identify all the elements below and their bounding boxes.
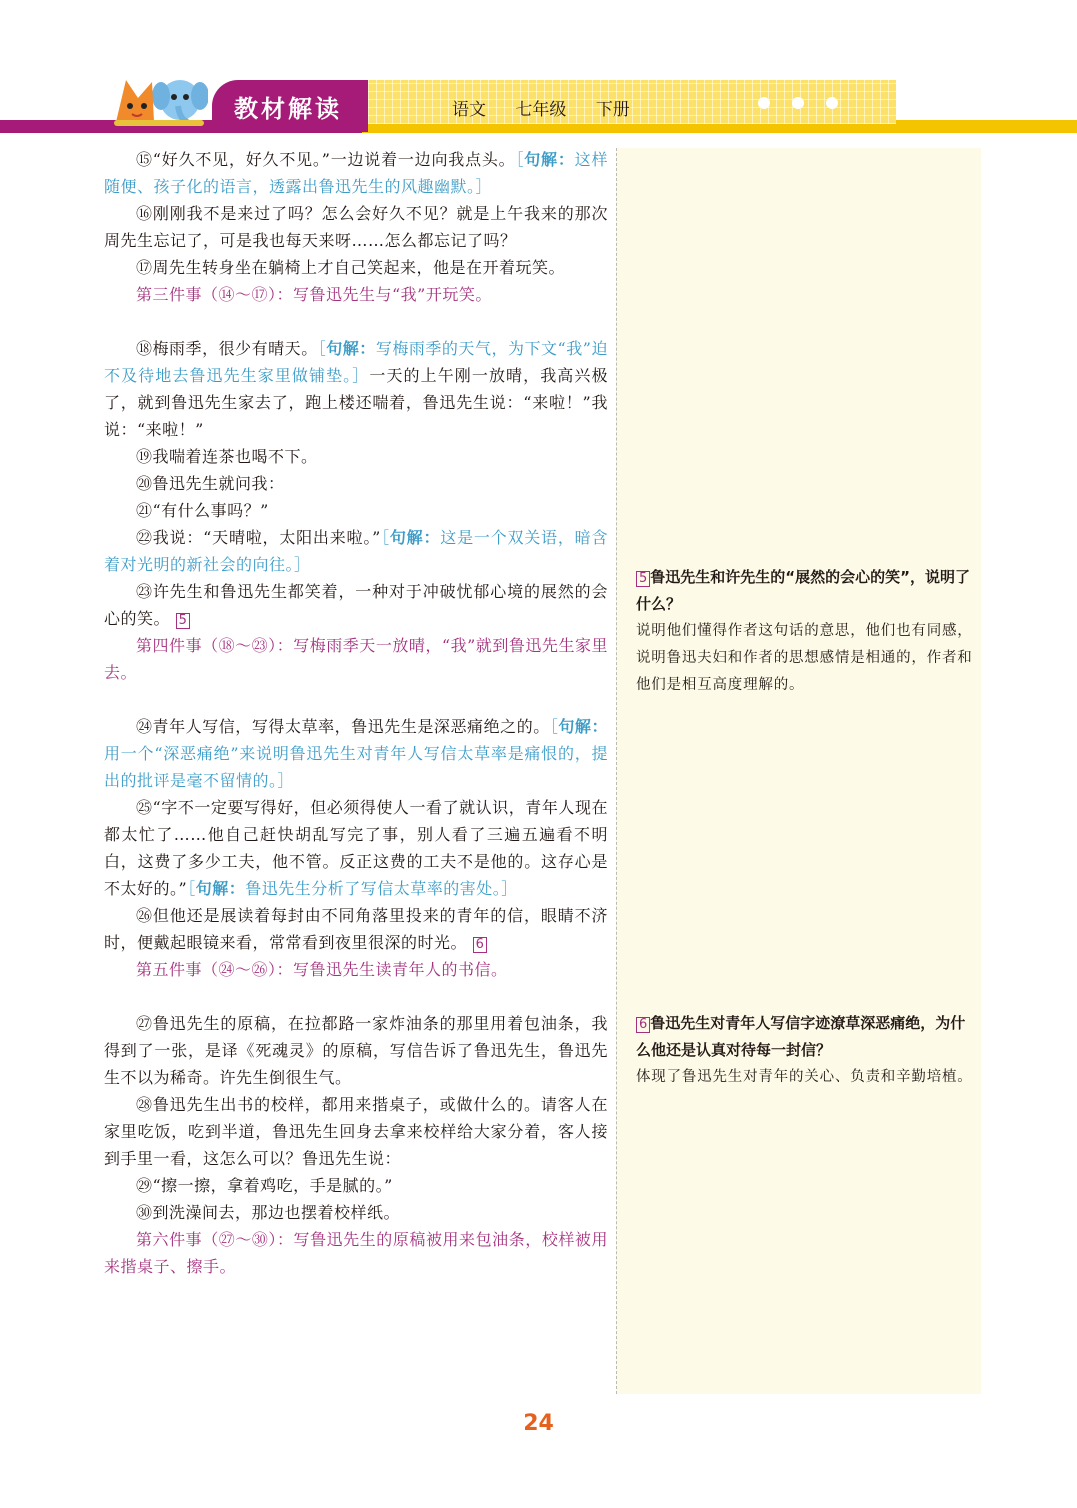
- note-marker-5[interactable]: 5: [176, 613, 191, 629]
- book-info: [452, 95, 644, 120]
- note-question: 6 鲁迅先生对青年人写信字迹潦草深恶痛绝，为什么他还是认真对待每一封信？: [636, 1014, 966, 1059]
- note-number: 6: [636, 1017, 650, 1033]
- paragraph-30: ㉚到洗澡间去，那边也摆着校样纸。: [136, 1203, 401, 1222]
- paragraph-26: ㉖但他还是展读着每封由不同角落里投来的青年的信，眼睛不济时，便戴起眼镜来看，常常看到夜里很深的时光。 6: [104, 906, 608, 952]
- sentence-annotation: ［句解：用一个“深恶痛绝”来说明鲁迅先生对青年人写信太草率是痛恨的，提出的批评是毫不留情的。］: [104, 717, 608, 790]
- section-tab: [212, 80, 368, 132]
- note-answer: 说明他们懂得作者这句话的意思，他们也有同感，说明鲁迅夫妇和作者的思想感情是相通的，作者和他们是相互高度理解的。: [636, 623, 973, 693]
- paragraph-18: ⑱梅雨季，很少有晴天。［句解：写梅雨季的天气，为下文“我”迫不及待地去鲁迅先生家里做铺垫。］一天的上午刚一放晴，我高兴极了，就到鲁迅先生家去了，跑上楼还喘着，鲁迅先生说：“来啦！”我说：“来啦！”: [104, 339, 608, 439]
- side-note-6: [636, 1010, 976, 1091]
- paragraph-27: ㉗鲁迅先生的原稿，在拉都路一家炸油条的那里用着包油条，我得到了一张，是译《死魂灵》的原稿，写信告诉了鲁迅先生，鲁迅先生不以为稀奇。许先生倒很生气。: [104, 1014, 608, 1087]
- dot-icon: [826, 97, 838, 109]
- sentence-annotation: ［句解：这样随便、孩子化的语言，透露出鲁迅先生的风趣幽默。］: [104, 150, 608, 196]
- event-summary-6: 第六件事（㉗～㉚）：写鲁迅先生的原稿被用来包油条，校样被用来揩桌子、擦手。: [104, 1230, 608, 1276]
- paragraph-24: ㉔青年人写信，写得太草率，鲁迅先生是深恶痛绝之的。［句解：用一个“深恶痛绝”来说明鲁迅先生对青年人写信太草率是痛恨的，提出的批评是毫不留情的。］: [104, 717, 608, 790]
- sentence-annotation: ［句解：鲁迅先生分析了写信太草率的害处。］: [187, 879, 518, 898]
- paragraph-20: ⑳鲁迅先生就问我：: [136, 474, 285, 493]
- sentence-annotation: ［句解：写梅雨季的天气，为下文“我”迫不及待地去鲁迅先生家里做铺垫。］: [104, 339, 608, 385]
- paragraph-17: ⑰周先生转身坐在躺椅上才自己笑起来，他是在开着玩笑。: [136, 258, 566, 277]
- event-summary-4: 第四件事（⑱～㉓）：写梅雨季天一放晴，“我”就到鲁迅先生家里去。: [104, 636, 608, 682]
- volume-label: 下册: [595, 100, 630, 120]
- paragraph-28: ㉘鲁迅先生出书的校样，都用来揩桌子，或做什么的。请客人在家里吃饭，吃到半道，鲁迅先生回身去拿来校样给大家分着，客人接到手里一看，这怎么可以？鲁迅先生说：: [104, 1095, 608, 1168]
- section-title: 教材解读: [234, 94, 342, 123]
- paragraph-22: ㉒我说：“天晴啦，太阳出来啦。”［句解：这是一个双关语，暗含着对光明的新社会的向往。］: [104, 528, 608, 574]
- paragraph-19: ⑲我喘着连茶也喝不下。: [136, 447, 318, 466]
- sentence-annotation: ［句解：这是一个双关语，暗含着对光明的新社会的向往。］: [104, 528, 608, 574]
- main-text: [104, 146, 608, 1280]
- dot-icon: [758, 97, 770, 109]
- event-summary-3: 第三件事（⑭～⑰）：写鲁迅先生与“我”开玩笑。: [136, 285, 492, 304]
- note-answer: 体现了鲁迅先生对青年的关心、负责和辛勤培植。: [636, 1069, 973, 1085]
- note-number: 5: [636, 571, 650, 587]
- grade-label: 七年级: [515, 100, 567, 120]
- notes-panel: [616, 148, 981, 1394]
- paragraph-25: ㉕“字不一定要写得好，但必须得使人一看了就认识，青年人现在都太忙了……他自己赶快胡乱写完了事，别人看了三遍五遍看不明白，这费了多少工夫，他不管。反正这费的工夫不是他的。这存心是不太好的。”［句解：鲁迅先生分析了写信太草率的害处。］: [104, 798, 608, 898]
- dot-icon: [792, 97, 804, 109]
- side-note-5: [636, 564, 976, 699]
- paragraph-15: ⑮“好久不见，好久不见。”一边说着一边向我点头。［句解：这样随便、孩子化的语言，透露出鲁迅先生的风趣幽默。］: [104, 150, 608, 196]
- paragraph-16: ⑯刚刚我不是来过了吗？怎么会好久不见？就是上午我来的那次周先生忘记了，可是我也每天来呀……怎么都忘记了吗？: [104, 204, 608, 250]
- note-marker-6[interactable]: 6: [473, 937, 488, 953]
- note-question: 5 鲁迅先生和许先生的“展然的会心的笑”，说明了什么？: [636, 568, 971, 613]
- paragraph-29: ㉙“擦一擦，拿着鸡吃，手是腻的。”: [136, 1176, 393, 1195]
- event-summary-5: 第五件事（㉔～㉖）：写鲁迅先生读青年人的书信。: [136, 960, 508, 979]
- subject-label: 语文: [452, 100, 486, 120]
- page-number: 24: [523, 1411, 554, 1436]
- paragraph-21: ㉑“有什么事吗？”: [136, 501, 269, 520]
- mascot-illustration: [108, 72, 208, 128]
- paragraph-23: ㉓许先生和鲁迅先生都笑着，一种对于冲破忧郁心境的展然的会心的笑。 5: [104, 582, 608, 628]
